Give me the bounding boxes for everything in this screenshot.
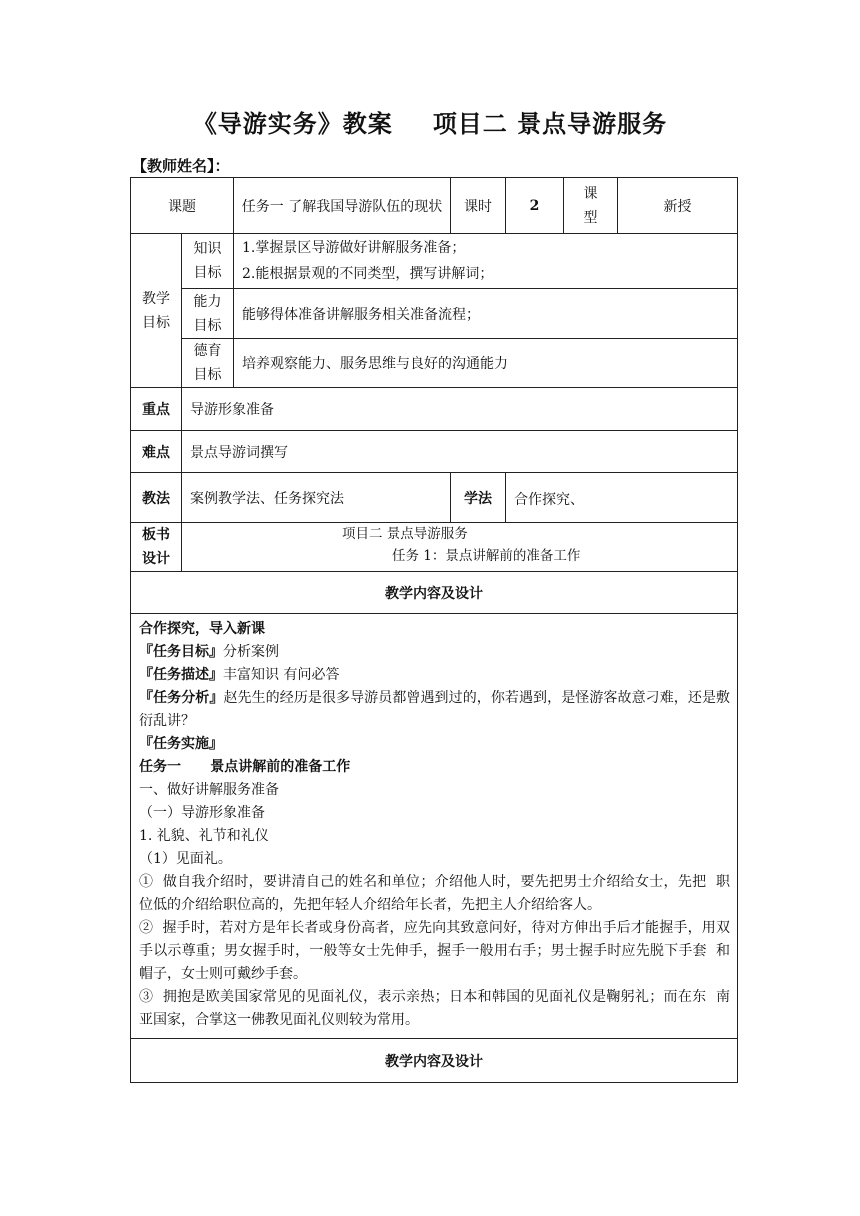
paragraph-introduction: ① 做自我介绍时，要讲清自己的姓名和单位；介绍他人时，要先把男士介绍给女士，先把 职位低的介绍给职位高的，先把年轻人介绍给年长者，先把主人介绍给客人。 [139, 874, 730, 913]
heading-level1: 一、做好讲解服务准备 [139, 782, 279, 798]
hours-value: 2 [506, 178, 564, 234]
title-course: 《导游实务》教案 [192, 110, 393, 138]
task-desc-text: 丰富知识 有问必答 [223, 667, 340, 683]
task-goal-line [139, 641, 730, 664]
task-goal-text: 分析案例 [223, 644, 279, 660]
knowledge-goal-item: 1.掌握景区导游做好讲解服务准备； [242, 240, 466, 256]
key-point-label: 重点 [131, 388, 182, 431]
knowledge-goal-item: 2.能根据景观的不同类型，撰写讲解词； [242, 266, 494, 282]
type-label-line1: 课 [583, 185, 598, 202]
board-label-line2: 设计 [142, 551, 170, 567]
teach-method-text: 案例教学法、任务探究法 [182, 473, 451, 523]
section-header-row [131, 572, 738, 614]
content-row [131, 614, 738, 1039]
difficulty-text: 景点导游词撰写 [182, 431, 738, 473]
board-line-project: 项目二 景点导游服务 [342, 526, 468, 542]
goals-label-line2: 目标 [142, 314, 170, 331]
teacher-name-label: 【教师姓名】： [132, 157, 230, 175]
topic-row [131, 178, 738, 234]
task-analysis-line [139, 687, 730, 733]
moral-label-line1: 德育 [193, 343, 222, 359]
title-project: 项目二 景点导游服务 [432, 110, 668, 138]
moral-label-line2: 目标 [193, 367, 222, 383]
board-design-row [131, 523, 738, 572]
knowledge-goal-row [131, 234, 738, 289]
key-point-row [131, 388, 738, 431]
type-value: 新授 [618, 178, 738, 234]
ability-goal-text: 能够得体准备讲解服务相关准备流程； [234, 289, 738, 339]
topic-label: 课题 [131, 178, 234, 234]
moral-goal-label [182, 339, 234, 388]
heading-level2: （一）导游形象准备 [139, 805, 265, 821]
footer-header-row [131, 1039, 738, 1083]
task-desc-line [139, 664, 730, 687]
goals-label-line1: 教学 [142, 290, 170, 307]
task-analysis-tag: 『任务分析』 [139, 690, 224, 706]
board-label-line1: 板书 [142, 527, 170, 543]
footer-section-header: 教学内容及设计 [131, 1039, 738, 1083]
learn-method-text: 合作探究、 [506, 473, 738, 523]
methods-row [131, 473, 738, 523]
task-analysis-text: 赵先生的经历是很多导游员都曾遇到过的，你若遇到，是怪游客故意刁难，还是敷衍乱讲？ [139, 690, 731, 729]
document-title [0, 104, 860, 139]
board-design-content [182, 523, 738, 572]
lesson-plan-table [130, 177, 738, 1083]
board-design-label [131, 523, 182, 572]
key-point-text: 导游形象准备 [182, 388, 738, 431]
type-label-line2: 型 [583, 209, 598, 226]
learn-method-label: 学法 [451, 473, 506, 523]
hours-label: 课时 [451, 178, 506, 234]
task-impl-tag: 『任务实施』 [139, 736, 223, 752]
type-label [564, 178, 618, 234]
difficulty-label: 难点 [131, 431, 182, 473]
ability-goal-label [182, 289, 234, 339]
board-line-task: 任务 1：景点讲解前的准备工作 [392, 548, 581, 564]
heading-level3: 1. 礼貌、礼节和礼仪 [139, 828, 269, 844]
knowledge-label-line2: 目标 [193, 265, 222, 281]
content-intro: 合作探究，导入新课 [139, 621, 265, 637]
knowledge-goal-label [182, 234, 234, 289]
task-goal-tag: 『任务目标』 [139, 644, 223, 660]
difficulty-row [131, 431, 738, 473]
ability-goal-row [131, 289, 738, 339]
paragraph-embrace: ③ 拥抱是欧美国家常见的见面礼仪，表示亲热；日本和韩国的见面礼仪是鞠躬礼；而在东 南亚国家，合掌这一佛教见面礼仪则较为常用。 [139, 989, 730, 1028]
moral-goal-text: 培养观察能力、服务思维与良好的沟通能力 [234, 339, 738, 388]
heading-level4: （1）见面礼。 [139, 851, 232, 867]
topic-value: 任务一 了解我国导游队伍的现状 [234, 178, 451, 234]
task-desc-tag: 『任务描述』 [139, 667, 223, 683]
goals-label [131, 234, 182, 388]
ability-label-line1: 能力 [193, 293, 222, 310]
knowledge-label-line1: 知识 [193, 241, 222, 257]
moral-goal-row [131, 339, 738, 388]
ability-label-line2: 目标 [193, 317, 222, 334]
knowledge-goal-text [234, 234, 738, 289]
teaching-content [131, 614, 738, 1039]
teach-method-label: 教法 [131, 473, 182, 523]
paragraph-handshake: ② 握手时，若对方是年长者或身份高者，应先向其致意问好，待对方伸出手后才能握手，用双手以示尊重；男女握手时，一般等女士先伸手，握手一般用右手；男士握手时应先脱下手套 和帽子，女士则可戴纱手套。 [139, 920, 730, 982]
section-header: 教学内容及设计 [131, 572, 738, 614]
task-heading: 任务一 景点讲解前的准备工作 [139, 759, 351, 775]
